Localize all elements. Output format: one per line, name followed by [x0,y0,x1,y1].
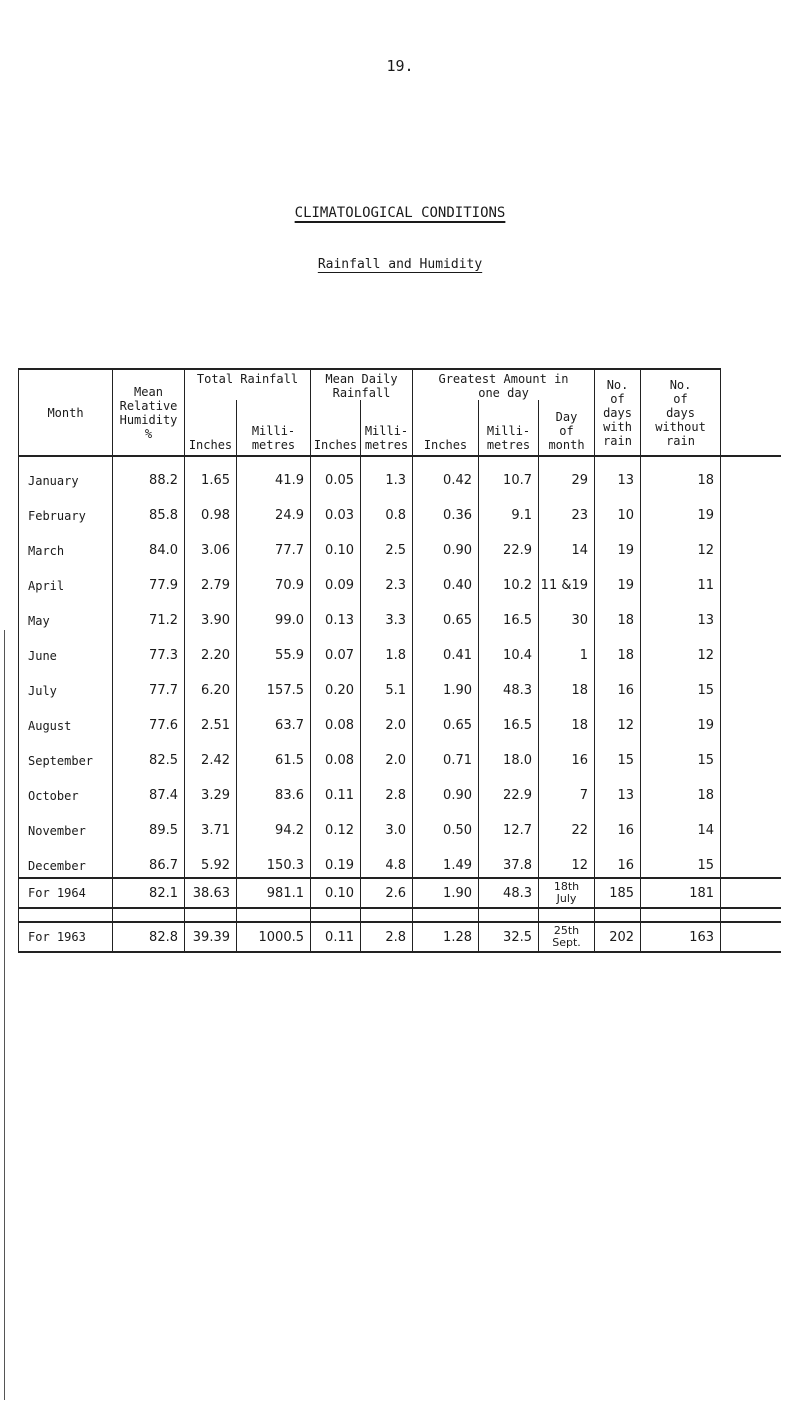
value-cell: 2.5 [361,527,413,562]
value-cell: 0.05 [311,456,361,492]
value-cell: 77.3 [113,632,185,667]
blank-cell [721,878,781,908]
value-cell: 0.13 [311,597,361,632]
value-cell: 12 [641,527,721,562]
value-cell: 2.0 [361,737,413,772]
table-row [19,737,781,772]
value-cell: 5.1 [361,667,413,702]
summary-row [19,878,781,908]
value-cell: 3.3 [361,597,413,632]
blank-cell [721,737,781,772]
value-cell: 77.7 [113,667,185,702]
value-cell: 18 [595,597,641,632]
value-cell: 41.9 [237,456,311,492]
value-cell: 86.7 [113,842,185,878]
rainfall-humidity-table [18,368,781,953]
value-cell: 12 [539,842,595,878]
value-cell: 0.42 [413,456,479,492]
value-cell: 13 [595,772,641,807]
value-cell: 0.03 [311,492,361,527]
value-cell: 83.6 [237,772,311,807]
month-cell: April [19,562,113,597]
blank-cell [721,667,781,702]
value-cell: 85.8 [113,492,185,527]
value-cell: 0.08 [311,702,361,737]
value-cell: 3.29 [185,772,237,807]
value-cell: 15 [641,842,721,878]
month-cell: February [19,492,113,527]
value-cell: 18 [539,667,595,702]
header-greatest-amount: Greatest Amount in one day [413,369,595,400]
header-days-with-rain: No. of days with rain [595,369,641,456]
value-cell: 2.0 [361,702,413,737]
value-cell: 0.11 [311,772,361,807]
blank-cell [721,702,781,737]
value-cell: 16 [595,807,641,842]
value-cell: 16 [595,667,641,702]
year-label-cell: For 1964 [19,878,113,908]
value-cell: 9.1 [479,492,539,527]
value-cell: 82.1 [113,878,185,908]
value-cell: 84.0 [113,527,185,562]
value-cell: 2.8 [361,772,413,807]
value-cell: 0.65 [413,702,479,737]
value-cell: 18 [595,632,641,667]
month-cell: November [19,807,113,842]
value-cell: 1 [539,632,595,667]
value-cell: 11 [641,562,721,597]
value-cell: 0.71 [413,737,479,772]
value-cell: 1.90 [413,878,479,908]
value-cell: 71.2 [113,597,185,632]
value-cell: 30 [539,597,595,632]
value-cell: 87.4 [113,772,185,807]
value-cell: 3.0 [361,807,413,842]
value-cell: 22.9 [479,772,539,807]
value-cell: 10.7 [479,456,539,492]
value-cell: 1.49 [413,842,479,878]
value-cell: 0.11 [311,922,361,952]
value-cell: 48.3 [479,667,539,702]
value-cell: 29 [539,456,595,492]
value-cell: 16 [539,737,595,772]
header-daily-inches: Inches [311,400,361,456]
value-cell: 15 [595,737,641,772]
value-cell: 1.8 [361,632,413,667]
month-cell: September [19,737,113,772]
month-line: Sept. [552,936,581,949]
scan-edge-line [4,630,5,1400]
value-cell: 89.5 [113,807,185,842]
header-total-rainfall: Total Rainfall [185,369,311,400]
table-row [19,772,781,807]
value-cell: 63.7 [237,702,311,737]
value-cell: 18 [539,702,595,737]
value-cell: 3.71 [185,807,237,842]
value-cell: 6.20 [185,667,237,702]
value-cell: 48.3 [479,878,539,908]
value-cell: 16 [595,842,641,878]
value-cell: 22.9 [479,527,539,562]
table-row [19,702,781,737]
value-cell: 39.39 [185,922,237,952]
value-cell: 163 [641,922,721,952]
value-cell: 0.41 [413,632,479,667]
header-total-inches: Inches [185,400,237,456]
value-cell: 12 [641,632,721,667]
value-cell: 37.8 [479,842,539,878]
value-cell: 0.90 [413,772,479,807]
day-of-month-cell [539,922,595,952]
blank-cell [721,807,781,842]
header-greatest-day: Day of month [539,400,595,456]
value-cell: 10 [595,492,641,527]
value-cell: 1.90 [413,667,479,702]
value-cell: 3.90 [185,597,237,632]
value-cell: 1.28 [413,922,479,952]
value-cell: 19 [641,702,721,737]
header-total-mm: Milli- metres [237,400,311,456]
blank-cell [721,842,781,878]
blank-cell [721,922,781,952]
value-cell: 0.98 [185,492,237,527]
value-cell: 19 [595,562,641,597]
month-cell: May [19,597,113,632]
value-cell: 4.8 [361,842,413,878]
value-cell: 2.42 [185,737,237,772]
value-cell: 22 [539,807,595,842]
table-row [19,456,781,492]
value-cell: 12.7 [479,807,539,842]
header-greatest-mm: Milli- metres [479,400,539,456]
header-mean-daily-rainfall: Mean Daily Rainfall [311,369,413,400]
value-cell: 15 [641,737,721,772]
table-row [19,842,781,878]
value-cell: 77.7 [237,527,311,562]
value-cell: 5.92 [185,842,237,878]
table-row [19,667,781,702]
value-cell: 70.9 [237,562,311,597]
value-cell: 61.5 [237,737,311,772]
value-cell: 0.10 [311,878,361,908]
page-number: 19. [386,57,414,75]
value-cell: 18 [641,456,721,492]
header-days-without-rain: No. of days without rain [641,369,721,456]
page-title [0,205,800,221]
header-humidity: Mean Relative Humidity % [113,369,185,456]
header-blank [721,369,781,456]
value-cell: 77.9 [113,562,185,597]
value-cell: 7 [539,772,595,807]
value-cell: 11 &19 [539,562,595,597]
value-cell: 185 [595,878,641,908]
day-of-month-cell [539,878,595,908]
table-row [19,632,781,667]
header-greatest-inches: Inches [413,400,479,456]
value-cell: 99.0 [237,597,311,632]
value-cell: 12 [595,702,641,737]
blank-cell [721,632,781,667]
blank-cell [721,492,781,527]
month-cell: December [19,842,113,878]
value-cell: 0.50 [413,807,479,842]
value-cell: 19 [595,527,641,562]
value-cell: 150.3 [237,842,311,878]
blank-cell [721,597,781,632]
blank-cell [721,527,781,562]
value-cell: 10.2 [479,562,539,597]
month-cell: August [19,702,113,737]
value-cell: 55.9 [237,632,311,667]
value-cell: 18.0 [479,737,539,772]
value-cell: 2.3 [361,562,413,597]
value-cell: 2.79 [185,562,237,597]
month-line: July [556,892,577,905]
value-cell: 181 [641,878,721,908]
table-subtitle [0,257,800,272]
summary-row [19,922,781,952]
value-cell: 16.5 [479,597,539,632]
value-cell: 1.65 [185,456,237,492]
blank-cell [721,562,781,597]
table-row [19,527,781,562]
value-cell: 157.5 [237,667,311,702]
month-cell: January [19,456,113,492]
day-line: 25th [553,924,580,937]
table-row [19,807,781,842]
day-line: 18th [553,880,580,893]
value-cell: 32.5 [479,922,539,952]
blank-cell [721,772,781,807]
value-cell: 2.51 [185,702,237,737]
table-row [19,597,781,632]
spacer-row [19,908,781,922]
month-cell: July [19,667,113,702]
value-cell: 18 [641,772,721,807]
value-cell: 0.08 [311,737,361,772]
value-cell: 16.5 [479,702,539,737]
year-label-cell: For 1963 [19,922,113,952]
value-cell: 13 [595,456,641,492]
value-cell: 202 [595,922,641,952]
table-row [19,492,781,527]
value-cell: 3.06 [185,527,237,562]
value-cell: 2.20 [185,632,237,667]
value-cell: 24.9 [237,492,311,527]
value-cell: 0.10 [311,527,361,562]
value-cell: 0.8 [361,492,413,527]
value-cell: 0.07 [311,632,361,667]
value-cell: 14 [539,527,595,562]
value-cell: 77.6 [113,702,185,737]
header-daily-mm: Milli- metres [361,400,413,456]
value-cell: 1000.5 [237,922,311,952]
table-subtitle-text: Rainfall and Humidity [317,257,483,272]
value-cell: 82.5 [113,737,185,772]
blank-cell [721,456,781,492]
value-cell: 0.40 [413,562,479,597]
value-cell: 14 [641,807,721,842]
table-row [19,562,781,597]
value-cell: 0.36 [413,492,479,527]
value-cell: 82.8 [113,922,185,952]
value-cell: 2.8 [361,922,413,952]
month-cell: March [19,527,113,562]
value-cell: 0.19 [311,842,361,878]
value-cell: 0.12 [311,807,361,842]
value-cell: 0.90 [413,527,479,562]
value-cell: 0.09 [311,562,361,597]
value-cell: 2.6 [361,878,413,908]
value-cell: 0.65 [413,597,479,632]
value-cell: 23 [539,492,595,527]
value-cell: 10.4 [479,632,539,667]
value-cell: 19 [641,492,721,527]
page-title-text: CLIMATOLOGICAL CONDITIONS [294,205,506,221]
value-cell: 88.2 [113,456,185,492]
value-cell: 981.1 [237,878,311,908]
value-cell: 0.20 [311,667,361,702]
month-cell: October [19,772,113,807]
value-cell: 15 [641,667,721,702]
month-cell: June [19,632,113,667]
value-cell: 13 [641,597,721,632]
value-cell: 38.63 [185,878,237,908]
value-cell: 1.3 [361,456,413,492]
header-month: Month [19,369,113,456]
value-cell: 94.2 [237,807,311,842]
